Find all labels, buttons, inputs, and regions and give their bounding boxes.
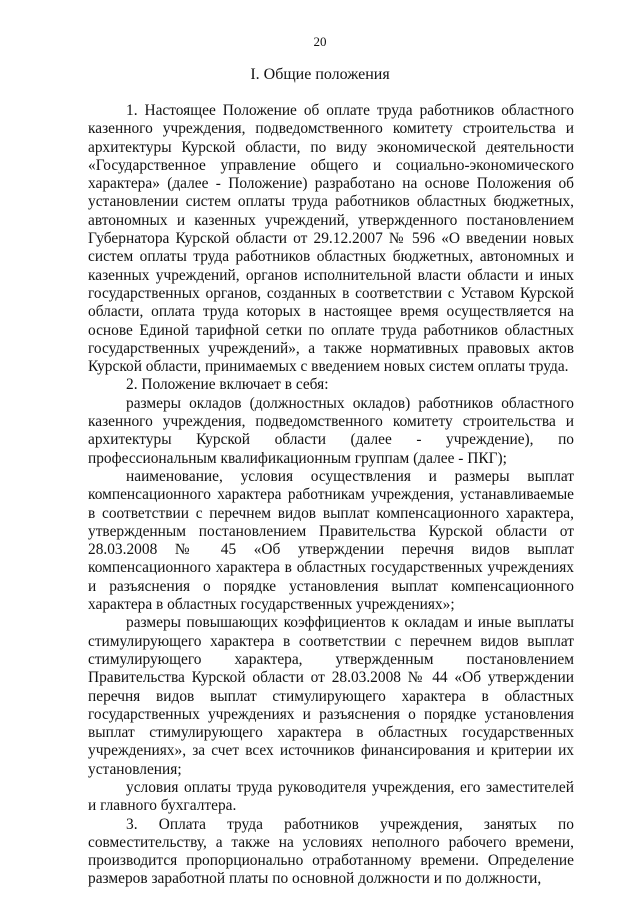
paragraph-2: 2. Положение включает в себя: xyxy=(126,376,329,394)
paragraph-2-item-1: размеры окладов (должностных окладов) работников областного казенного учреждения, подведомственного комитету строительства и архитектуры Курской области (далее - учреждение), по профессиональным квалификационным группам (далее - ПКГ); xyxy=(88,394,574,467)
paragraph-2-item-4: условия оплаты труда руководителя учреждения, его заместителей и главного бухгалтера. xyxy=(88,778,574,815)
paragraph-2-item-2: наименование, условия осуществления и размеры выплат компенсационного характера работникам учреждения, устанавливаемые в соответствии с перечнем видов выплат компенсационного характера, утвержденным постановлением Правительства Курской области от 28.03.2008 № 45 «Об утверждении перечня видов выплат компенсационного характера в областных государственных учреждениях и разъяснения о порядке установления выплат компенсационного характера в областных государственных учреждениях»; xyxy=(88,467,574,614)
page-number: 20 xyxy=(313,34,327,49)
document-body xyxy=(88,102,574,889)
paragraph-1: 1. Настоящее Положение об оплате труда работников областного казенного учреждения, подведомственного комитету строительства и архитектуры Курской области, по виду экономической деятельности «Государственное управление общего и социально-экономического характера» (далее - Положение) разработано на основе Положения об установлении систем оплаты труда работников областных бюджетных, автономных и казенных учреждений, утвержденного постановлением Губернатора Курской области от 29.12.2007 № 596 «О введении новых систем оплаты труда работников областных бюджетных, автономных и казенных учреждений, органов исполнительной власти области и иных государственных органов, созданных в соответствии с Уставом Курской области, оплата труда которых в настоящее время осуществляется на основе Единой тарифной сетки по оплате труда работников областных государственных учреждений», а также нормативных правовых актов Курской области, принимаемых с введением новых систем оплаты труда. xyxy=(88,102,574,376)
section-title: I. Общие положения xyxy=(250,66,390,83)
paragraph-2-item-3: размеры повышающих коэффициентов к окладам и иные выплаты стимулирующего характера в соответствии с перечнем видов выплат стимулирующего характера, утвержденным постановлением Правительства Курской области от 28.03.2008 № 44 «Об утверждении перечня видов выплат стимулирующего характера в областных государственных учреждениях и разъяснения о порядке установления выплат стимулирующего характера в областных государственных учреждениях», за счет всех источников финансирования и критерии их установления; xyxy=(88,614,574,778)
paragraph-3: 3. Оплата труда работников учреждения, занятых по совместительству, а также на условиях неполного рабочего времени, производится пропорционально отработанному времени. Определение размеров заработной платы по основной должности и по должности, xyxy=(88,815,574,888)
